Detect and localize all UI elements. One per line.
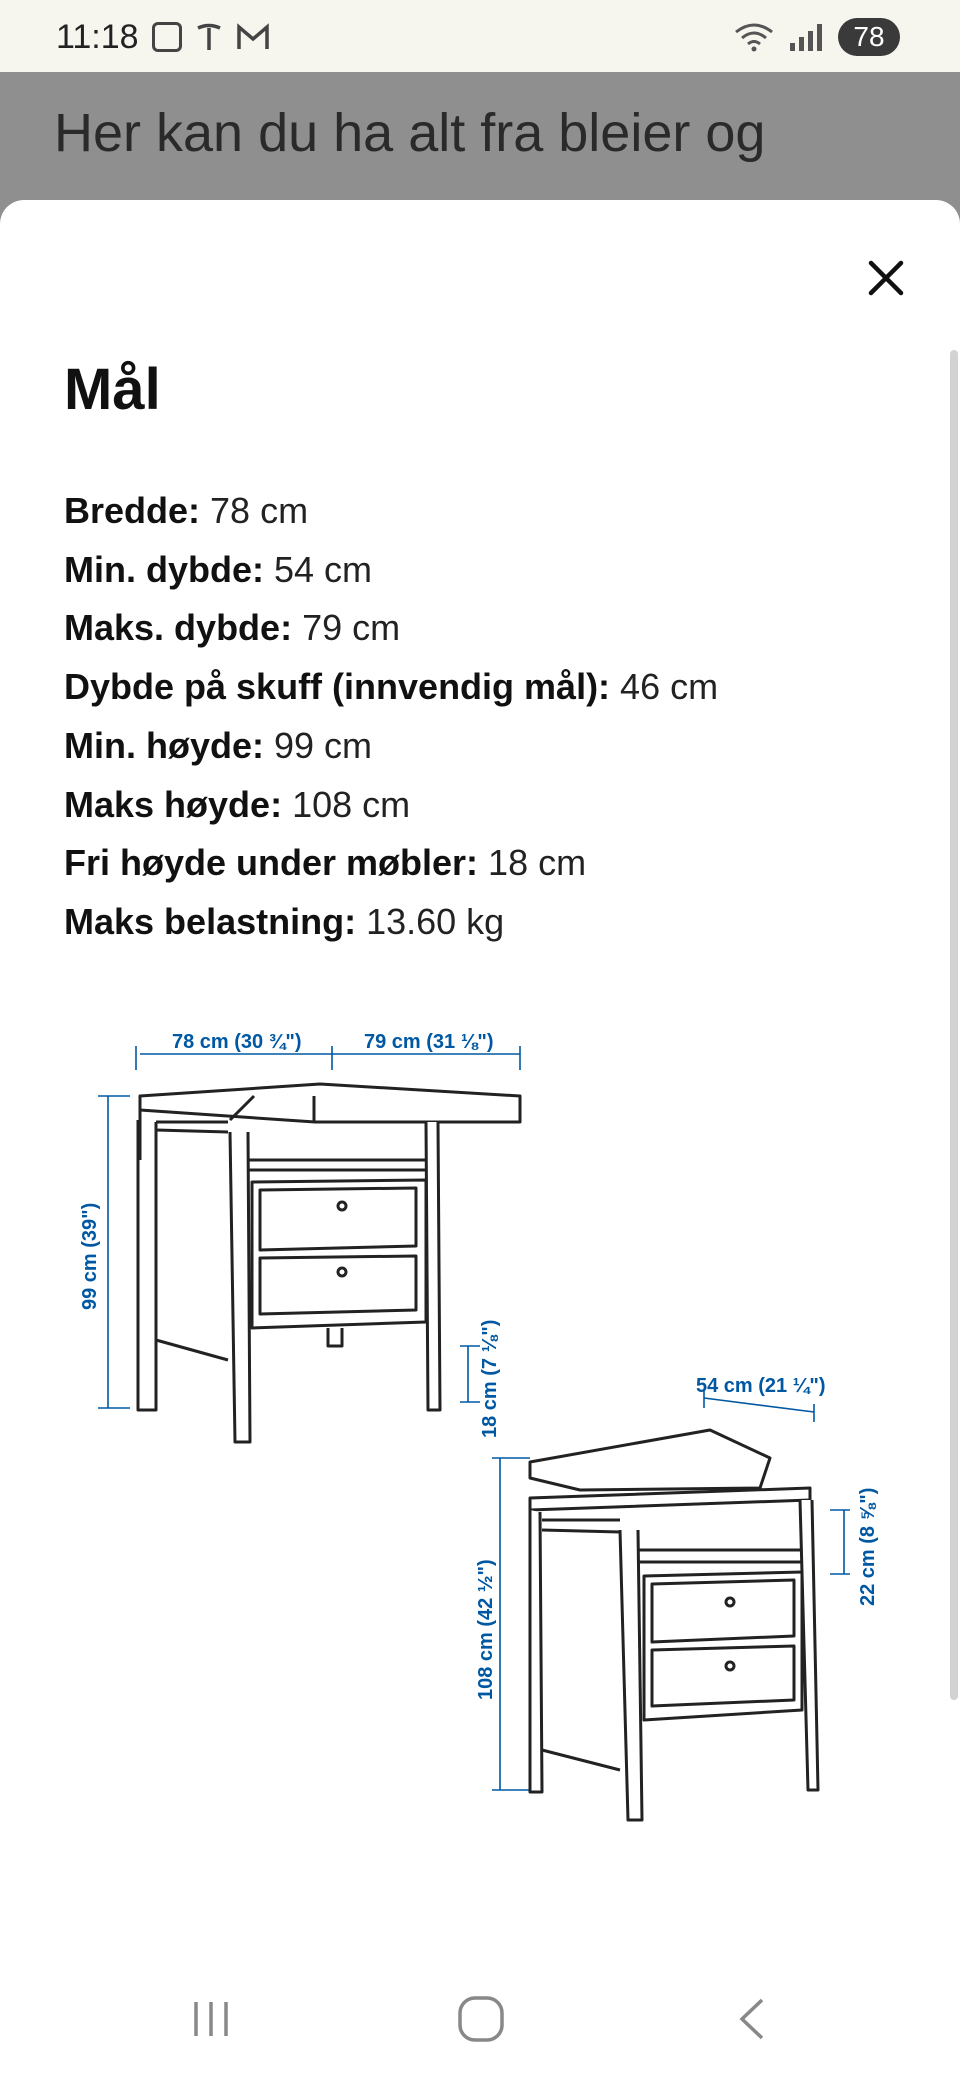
label-clearance: 18 cm (7 ⅛") — [479, 1319, 501, 1438]
signal-icon — [790, 23, 822, 51]
label-min-depth: 54 cm (21 ¼") — [696, 1375, 826, 1397]
scrollbar[interactable] — [950, 350, 958, 1700]
dimension-value: 46 cm — [610, 666, 719, 708]
status-time: 11:18 — [56, 18, 139, 56]
dimension-value: 99 cm — [264, 724, 373, 766]
dimension-label: Bredde: — [64, 490, 201, 531]
dimension-value: 18 cm — [478, 842, 587, 884]
dimension-row-clearance — [64, 834, 718, 893]
dimension-illustration — [60, 1010, 900, 1860]
dimension-row-max-height — [64, 776, 718, 835]
dimension-label: Maks høyde: — [64, 783, 283, 825]
notification-icons — [152, 22, 270, 52]
home-icon[interactable] — [454, 1992, 508, 2046]
dimension-label: Maks. dybde: — [64, 607, 293, 649]
close-button[interactable] — [856, 248, 916, 308]
status-bar — [0, 0, 960, 72]
dimension-row-max-depth — [64, 599, 718, 658]
back-icon[interactable] — [728, 1994, 778, 2044]
dimension-value: 108 cm — [282, 783, 411, 825]
changing-table-drawing — [138, 1084, 520, 1442]
dimension-label: Dybde på skuff (innvendig mål): — [64, 666, 611, 708]
label-max-height: 108 cm (42 ½") — [475, 1559, 497, 1700]
dimension-value: 79 cm — [292, 607, 401, 649]
dimension-row-width — [64, 482, 718, 541]
battery-badge: 78 — [838, 18, 900, 56]
background-heading: Her kan du ha alt fra bleier og — [54, 103, 766, 163]
gmail-icon — [236, 22, 270, 52]
dimension-row-min-height — [64, 717, 718, 776]
dimension-value: 54 cm — [264, 548, 373, 590]
changing-table-raised-drawing — [530, 1430, 818, 1820]
dimension-label: Min. dybde: — [64, 548, 264, 590]
dimension-row-max-load — [64, 893, 718, 952]
dimension-label: Maks belastning: — [64, 900, 357, 942]
dimension-label: Min. høyde: — [64, 724, 264, 766]
screenshot-icon — [152, 22, 182, 52]
dimension-label: Fri høyde under møbler: — [64, 842, 479, 884]
label-width: 78 cm (30 ¾") — [172, 1031, 302, 1053]
dimension-value: 13.60 kg — [356, 900, 505, 942]
dimension-row-drawer-depth — [64, 658, 718, 717]
dimension-row-min-depth — [64, 541, 718, 600]
close-icon — [866, 258, 906, 298]
system-icons — [734, 18, 900, 56]
dimension-value: 78 cm — [200, 490, 309, 531]
label-max-depth: 79 cm (31 ⅛") — [364, 1031, 494, 1053]
recent-apps-icon[interactable] — [186, 1994, 236, 2044]
label-min-height: 99 cm (39") — [79, 1202, 101, 1310]
navigation-bar — [0, 1960, 960, 2080]
wifi-icon — [734, 22, 774, 52]
dimension-list — [64, 482, 718, 952]
label-top-height: 22 cm (8 ⅝") — [857, 1487, 879, 1606]
sheet-title: Mål — [64, 357, 161, 422]
tesla-icon — [194, 22, 224, 52]
